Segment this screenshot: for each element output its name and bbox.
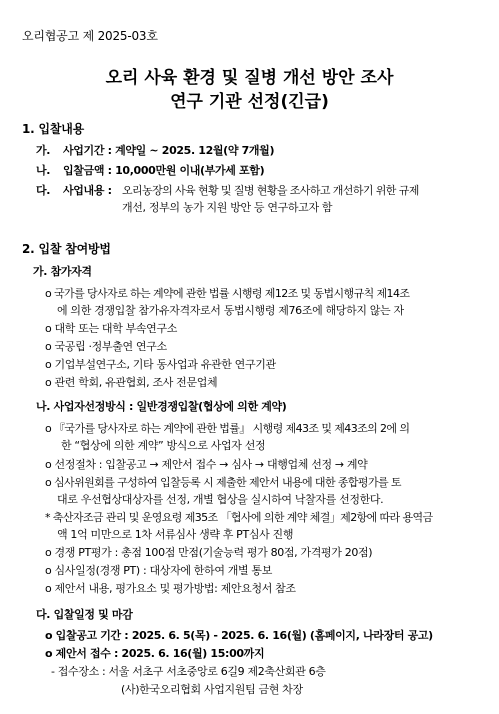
item-marker: 나.: [36, 164, 51, 177]
item-marker: 가.: [36, 144, 51, 157]
title-line-2: 연구 기관 선정(긴급): [170, 92, 329, 112]
schedule-heading: 다. 입찰일정 및 마감: [36, 608, 133, 621]
qualification-line: o 관련 학회, 유관협회, 조사 전문업체: [45, 376, 218, 389]
project-period: 사업기간 : 계약일 ~ 2025. 12월(약 7개월): [63, 144, 275, 157]
bid-amount: 입찰금액 : 10,000만원 이내(부가세 포함): [63, 164, 265, 177]
title-line-1: 오리 사육 환경 및 질병 개선 방안 조사: [105, 68, 394, 88]
selection-line: o 『국가를 당사자로 하는 계약에 관한 법률』 시행령 제43조 및 제43조의 2에 의: [45, 422, 410, 435]
qualification-line: o 기업부설연구소, 기타 동사업과 유관한 연구기관: [45, 358, 276, 371]
qualification-heading: 가. 참가자격: [33, 265, 92, 278]
qualification-line: o 대학 또는 대학 부속연구소: [45, 322, 178, 335]
section-1-heading: 1. 입찰내용: [22, 122, 85, 136]
project-content-text: 오리농장의 사육 현황 및 질병 현황을 조사하고 개선하기 위한 규제: [122, 184, 419, 197]
selection-line: o 경쟁 PT평가 : 총점 100점 만점(기술능력 평가 80점, 가격평가 20점): [45, 546, 373, 559]
notice-number: 오리협공고 제 2025-03호: [22, 29, 158, 43]
selection-note: 액 1억 미만으로 1차 서류심사 생략 후 PT심사 진행: [57, 528, 294, 541]
schedule-line: o 제안서 접수 : 2025. 6. 16(월) 15:00까지: [45, 647, 265, 660]
qualification-line: o 국가를 당사자로 하는 계약에 관한 법률 시행령 제12조 및 동법시행규칙 제14조: [45, 287, 410, 300]
qualification-line: o 국공립 ·정부출연 연구소: [45, 340, 167, 353]
selection-line: 한 “협상에 의한 계약” 방식으로 사업자 선정: [61, 439, 266, 452]
selection-line: 대로 우선협상대상자를 선정, 개별 협상을 실시하여 낙찰자를 선정한다.: [57, 493, 384, 506]
selection-note: * 축산자조금 관리 및 운영요령 제35조 「협사에 의한 계약 체결」제2항에 따라 용역금: [45, 511, 433, 524]
schedule-line: (사)한국오리협회 사업지원팀 금현 차장: [121, 683, 303, 696]
project-content-label: 사업내용 :: [63, 184, 112, 197]
selection-line: o 제안서 내용, 평가요소 및 평가방법: 제안요청서 참조: [45, 582, 296, 595]
selection-line: o 심사위원회를 구성하여 입찰등록 시 제출한 제안서 내용에 대한 종합평가를 토: [45, 476, 401, 489]
section-2-heading: 2. 입찰 참여방법: [22, 242, 111, 256]
item-marker: 다.: [36, 184, 51, 197]
qualification-line: 에 의한 경쟁입찰 참가유자격자로서 동법시행령 제76조에 해당하지 않는 자: [57, 304, 404, 317]
selection-line: o 선정절차 : 입찰공고 → 제안서 접수 → 심사 → 대행업체 선정 → 계약: [45, 458, 368, 471]
schedule-line: - 접수장소 : 서울 서초구 서초중앙로 6길9 제2축산회관 6층: [51, 665, 326, 678]
selection-line: o 심사일정(경쟁 PT) : 대상자에 한하여 개별 통보: [45, 564, 272, 577]
schedule-line: o 입찰공고 기간 : 2025. 6. 5(목) - 2025. 6. 16(월) (홈페이지, 나라장터 공고): [45, 629, 433, 642]
project-content-text: 개선, 정부의 농가 지원 방안 등 연구하고자 함: [122, 201, 333, 214]
selection-method-heading: 나. 사업자선정방식 : 일반경쟁입찰(협상에 의한 계약): [36, 400, 287, 413]
